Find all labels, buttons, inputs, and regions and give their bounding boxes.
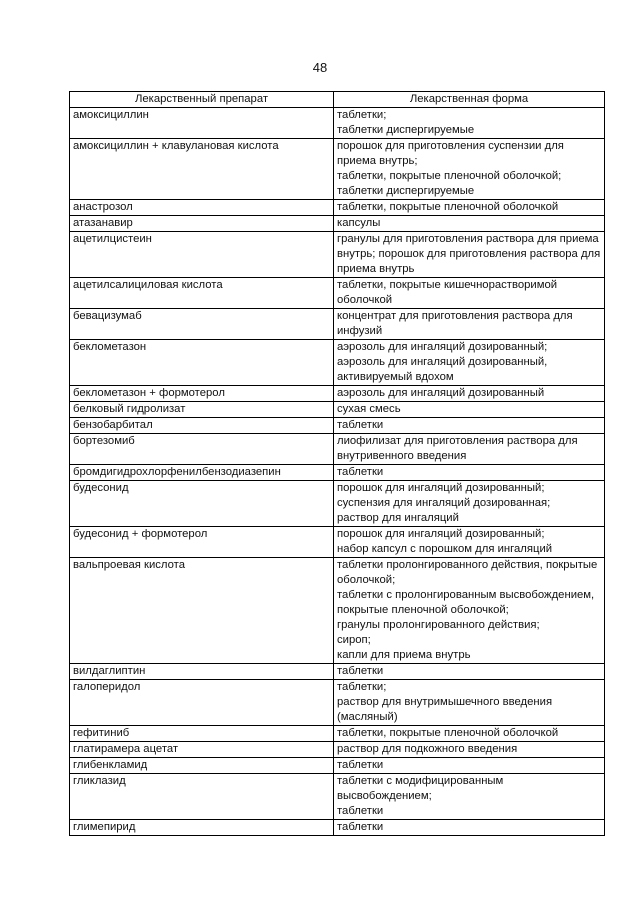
table-row [70,465,605,481]
drug-name-cell: гефитиниб [70,726,334,742]
table-row [70,309,605,340]
table-row [70,664,605,680]
drug-form-cell [334,726,605,742]
drug-name-cell: вилдаглиптин [70,664,334,680]
drug-name-cell: ацетилсалициловая кислота [70,278,334,309]
drug-form-item: аэрозоль для ингаляций дозированный, активируемый вдохом [337,356,548,383]
drug-form-item: таблетки [337,665,384,677]
drug-form-item: таблетки [337,759,384,771]
header-form: Лекарственная форма [334,92,605,108]
drug-form-item: таблетки с пролонгированным высвобождением, покрытые пленочной оболочкой; [337,589,595,616]
drug-name-cell: вальпроевая кислота [70,558,334,664]
drug-name-cell: глатирамера ацетат [70,742,334,758]
table-row [70,742,605,758]
drug-name-cell: гликлазид [70,774,334,820]
drug-form-cell [334,680,605,726]
page-number: 48 [312,60,328,75]
drug-form-item: лиофилизат для приготовления раствора для внутривенного введения [337,435,578,462]
drug-form-item: суспензия для ингаляций дозированная; [337,497,551,509]
drug-form-item: порошок для приготовления суспензии для приема внутрь; [337,140,564,167]
drug-name-cell: анастрозол [70,200,334,216]
drug-form-item: гранулы пролонгированного действия; [337,619,540,631]
drug-form-item: порошок для ингаляций дозированный; [337,528,545,540]
drug-form-cell [334,527,605,558]
table-row [70,758,605,774]
drug-form-cell [334,481,605,527]
table-row [70,232,605,278]
drug-form-item: таблетки, покрытые пленочной оболочкой; [337,170,562,182]
table-row [70,108,605,139]
drug-name-cell: амоксициллин + клавулановая кислота [70,139,334,200]
drug-form-item: таблетки пролонгированного действия, покрытые оболочкой; [337,559,598,586]
table-header-row [70,92,605,108]
drug-form-item: таблетки, покрытые пленочной оболочкой [337,201,559,213]
table-row [70,481,605,527]
table-row [70,434,605,465]
table-row [70,200,605,216]
drug-name-cell: будесонид [70,481,334,527]
drug-form-cell [334,434,605,465]
drug-name-cell: будесонид + формотерол [70,527,334,558]
drug-form-cell [334,820,605,836]
drug-form-item: таблетки диспергируемые [337,124,475,136]
table-row [70,418,605,434]
drug-form-cell [334,309,605,340]
drug-form-item: капли для приема внутрь [337,649,471,661]
drug-form-item: таблетки [337,805,384,817]
drug-form-item: раствор для подкожного введения [337,743,518,755]
drug-form-cell [334,340,605,386]
drug-form-item: таблетки диспергируемые [337,185,475,197]
drug-name-cell: глибенкламид [70,758,334,774]
table-row [70,774,605,820]
drug-form-item: сироп; [337,634,371,646]
table-row [70,820,605,836]
table-row [70,386,605,402]
drug-form-cell [334,386,605,402]
drug-name-cell: галоперидол [70,680,334,726]
drug-form-cell [334,278,605,309]
table-row [70,216,605,232]
drug-form-cell [334,465,605,481]
drug-name-cell: бевацизумаб [70,309,334,340]
drug-form-item: раствор для ингаляций [337,512,459,524]
drug-name-cell: белковый гидролизат [70,402,334,418]
drug-form-cell [334,402,605,418]
table-row [70,340,605,386]
drug-form-item: сухая смесь [337,403,401,415]
drug-form-cell [334,664,605,680]
drug-form-cell [334,216,605,232]
drug-name-cell: бромдигидрохлорфенилбензодиазепин [70,465,334,481]
drug-form-item: таблетки, покрытые кишечнорастворимой оболочкой [337,279,558,306]
drug-form-cell [334,232,605,278]
table-row [70,527,605,558]
table-row [70,139,605,200]
drug-form-cell [334,139,605,200]
drug-form-item: концентрат для приготовления раствора для инфузий [337,310,573,337]
drug-form-cell [334,200,605,216]
drug-name-cell: атазанавир [70,216,334,232]
drug-form-cell [334,418,605,434]
drug-form-cell [334,558,605,664]
table-row [70,726,605,742]
drug-form-item: таблетки с модифицированным высвобождением; [337,775,504,802]
drug-form-item: таблетки; [337,681,387,693]
drug-form-item: раствор для внутримышечного введения (масляный) [337,696,553,723]
drug-name-cell: амоксициллин [70,108,334,139]
drug-form-cell [334,742,605,758]
drug-name-cell: глимепирид [70,820,334,836]
drug-form-item: гранулы для приготовления раствора для приема внутрь; порошок для приготовления раствора для приема внутрь [337,233,601,275]
drug-form-item: набор капсул с порошком для ингаляций [337,543,553,555]
drug-table [69,91,605,836]
drug-form-item: таблетки [337,466,384,478]
drug-form-cell [334,774,605,820]
drug-form-item: аэрозоль для ингаляций дозированный; [337,341,548,353]
drug-name-cell: бортезомиб [70,434,334,465]
table-row [70,278,605,309]
drug-form-cell [334,108,605,139]
table-row [70,402,605,418]
drug-form-item: таблетки [337,821,384,833]
drug-form-cell [334,758,605,774]
drug-name-cell: ацетилцистеин [70,232,334,278]
table-row [70,558,605,664]
drug-form-item: капсулы [337,217,381,229]
drug-form-item: таблетки, покрытые пленочной оболочкой [337,727,559,739]
drug-name-cell: беклометазон + формотерол [70,386,334,402]
header-drug: Лекарственный препарат [70,92,334,108]
drug-form-item: таблетки; [337,109,387,121]
drug-form-item: аэрозоль для ингаляций дозированный [337,387,545,399]
drug-form-item: таблетки [337,419,384,431]
table-row [70,680,605,726]
drug-name-cell: бензобарбитал [70,418,334,434]
drug-name-cell: беклометазон [70,340,334,386]
drug-form-item: порошок для ингаляций дозированный; [337,482,545,494]
